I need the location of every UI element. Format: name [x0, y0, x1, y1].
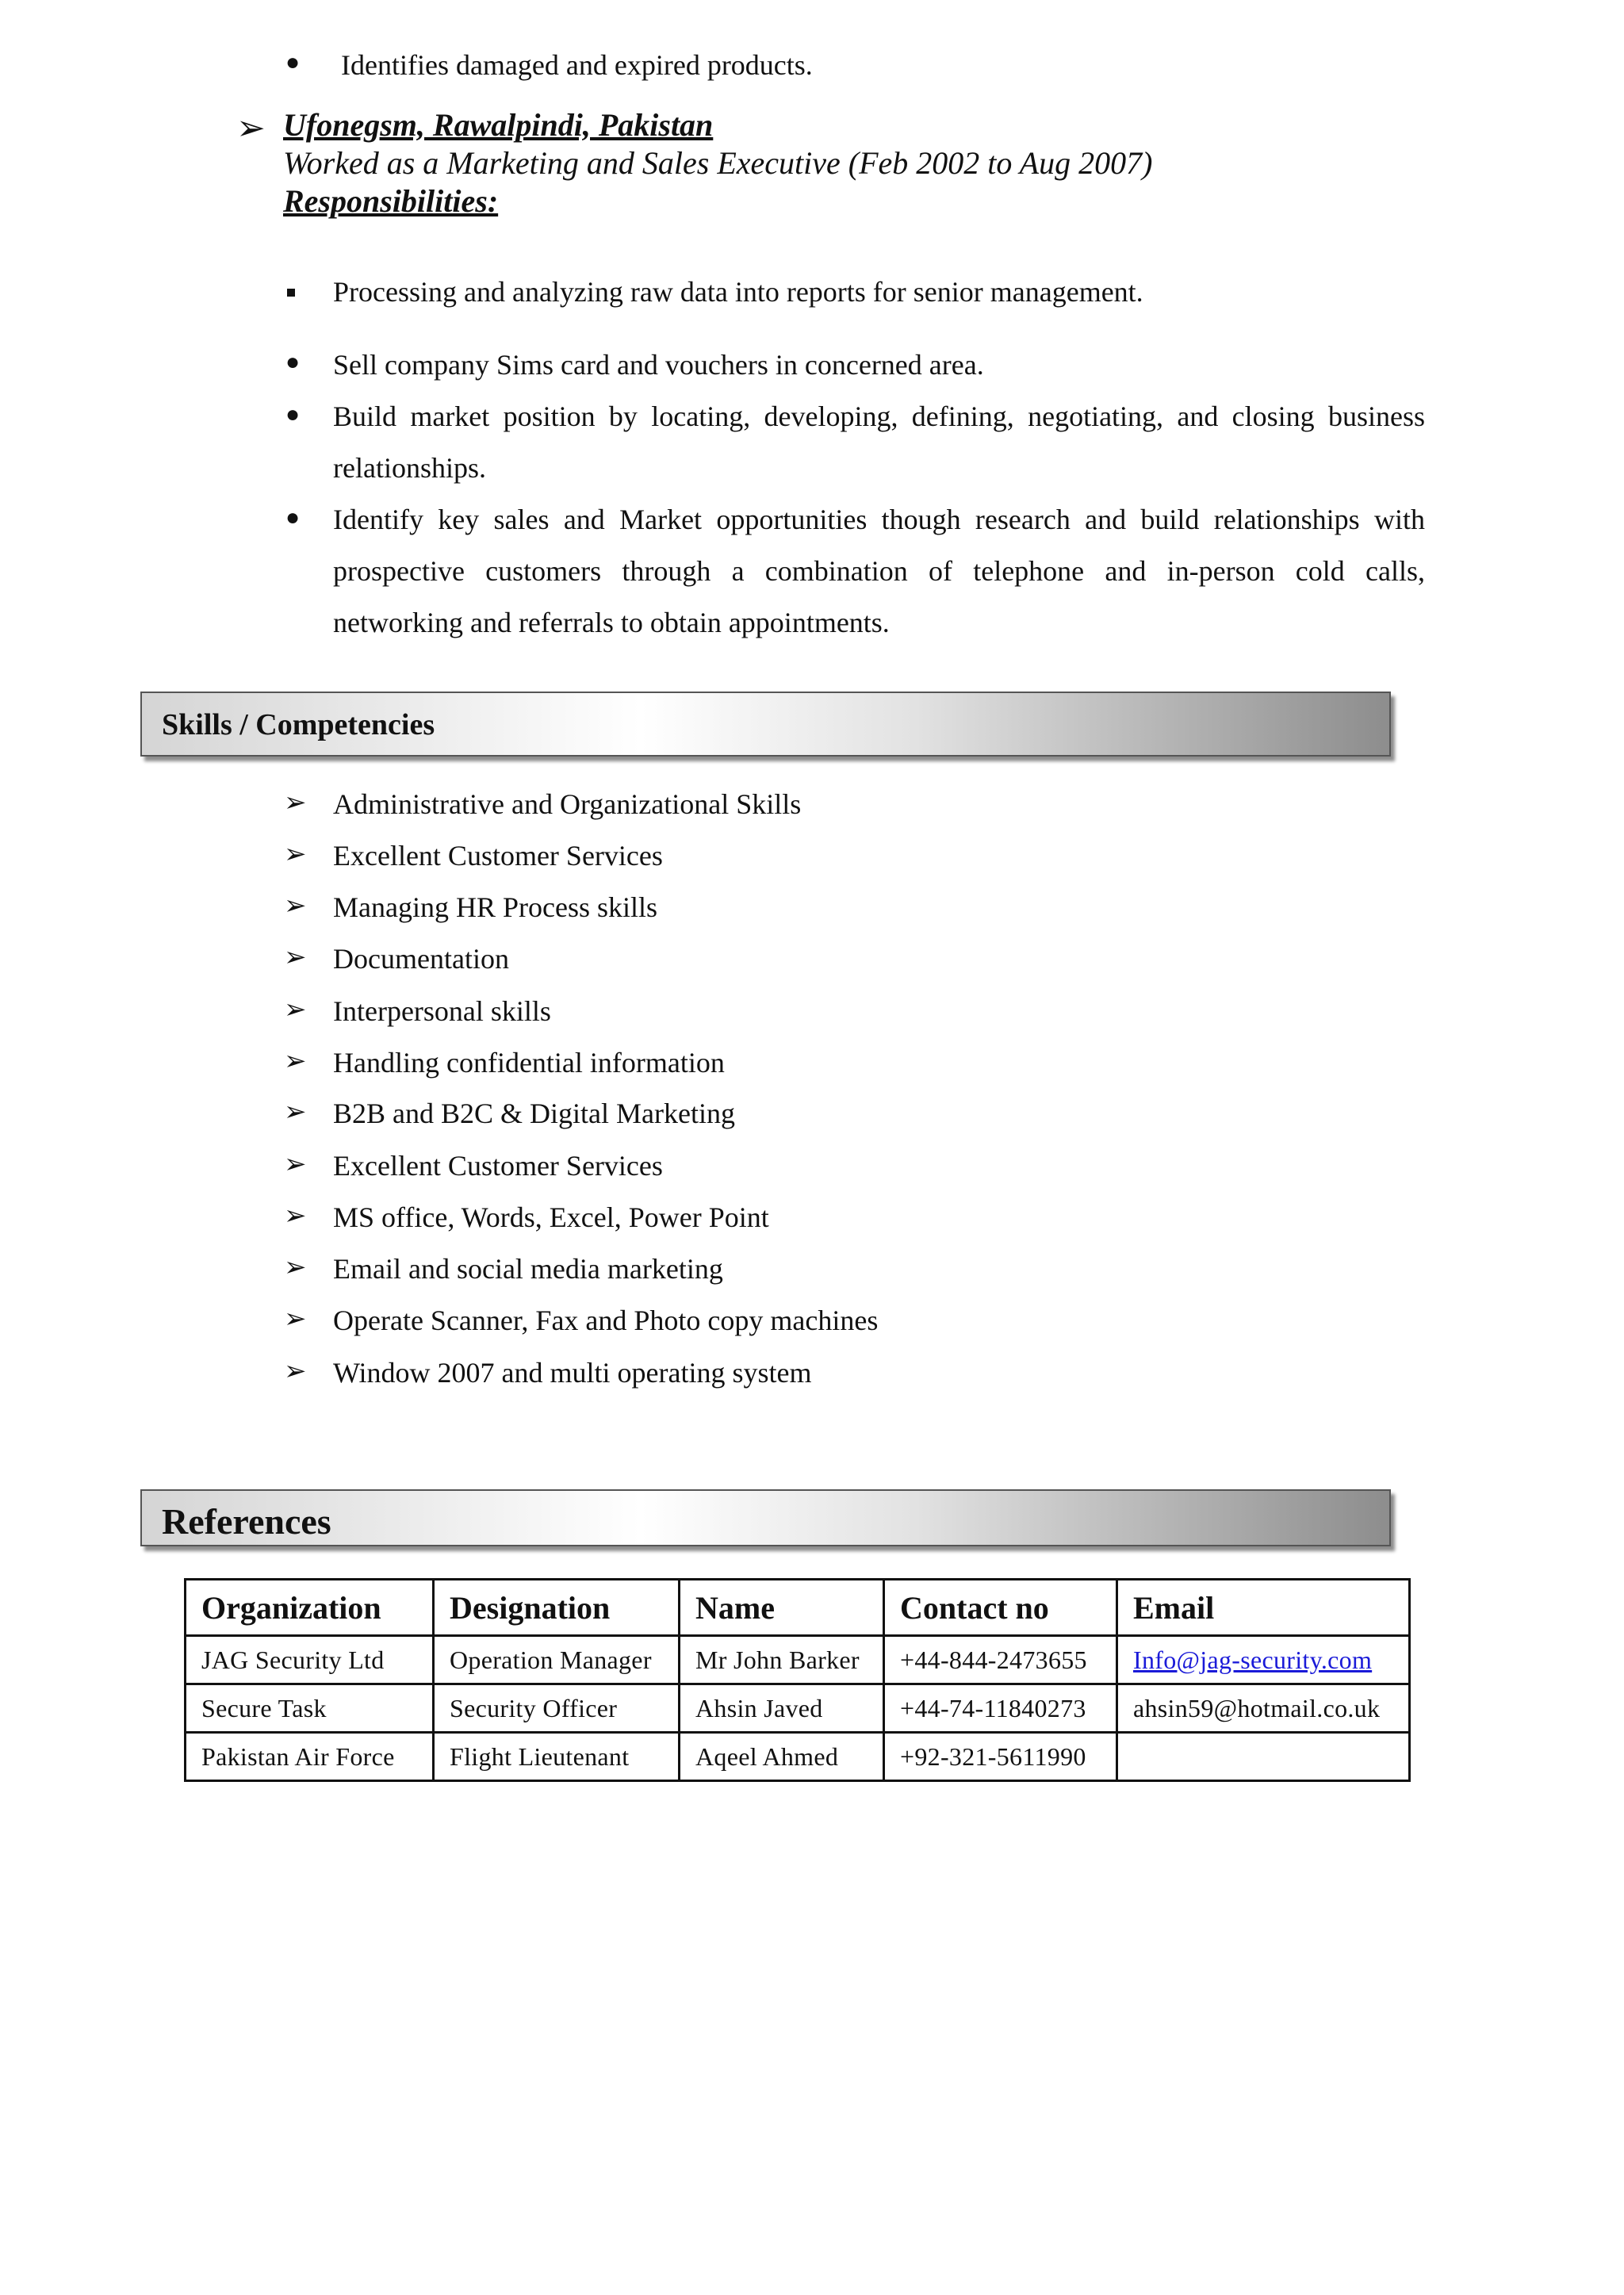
email-cell: [1117, 1636, 1410, 1684]
skill-item: Window 2007 and multi operating system: [333, 1357, 812, 1389]
arrowhead-icon: ➢: [284, 788, 307, 818]
references-heading-banner: [140, 1489, 1391, 1546]
skill-item: B2B and B2C & Digital Marketing: [333, 1098, 735, 1129]
table-cell: ahsin59@hotmail.co.uk: [1117, 1684, 1410, 1733]
table-header-row: [186, 1580, 1410, 1636]
list-item: Identify key sales and Market opportunities though research and build relationships with prospective customers through a combination of telephone and in-person cold calls, networking and referrals to obtain appointments.: [333, 504, 1425, 638]
table-row: [186, 1733, 1410, 1781]
arrowhead-icon: ➢: [284, 1253, 307, 1282]
list-item: Processing and analyzing raw data into reports for senior management.: [333, 276, 1143, 308]
arrowhead-icon: ➢: [284, 1201, 307, 1231]
skill-item: Interpersonal skills: [333, 995, 551, 1027]
table-cell: [1117, 1733, 1410, 1781]
list-item: Identifies damaged and expired products.: [341, 49, 813, 81]
skill-item: Operate Scanner, Fax and Photo copy machines: [333, 1305, 879, 1336]
email-link[interactable]: Info@jag-security.com: [1133, 1645, 1373, 1674]
skill-item: Administrative and Organizational Skills: [333, 788, 802, 820]
arrowhead-icon: ➢: [284, 943, 307, 972]
table-cell: Security Officer: [434, 1684, 680, 1733]
skill-item: Handling confidential information: [333, 1047, 725, 1079]
arrowhead-icon: ➢: [284, 891, 307, 921]
column-header: Name: [680, 1580, 884, 1636]
skills-heading-banner: [140, 692, 1391, 757]
column-header: Designation: [434, 1580, 680, 1636]
references-heading: References: [162, 1501, 331, 1542]
skill-item: Documentation: [333, 943, 509, 975]
skills-heading: Skills / Competencies: [162, 708, 435, 741]
arrowhead-icon: ➢: [284, 840, 307, 869]
arrowhead-icon: ➢: [284, 1357, 307, 1386]
job-company: Ufonegsm, Rawalpindi, Pakistan: [283, 107, 714, 143]
table-cell: Mr John Barker: [680, 1636, 884, 1684]
skill-item: Managing HR Process skills: [333, 891, 657, 923]
list-item: Build market position by locating, developing, defining, negotiating, and closing business relationships.: [333, 400, 1425, 484]
skill-item: Excellent Customer Services: [333, 840, 663, 872]
arrowhead-icon: ➢: [284, 1047, 307, 1076]
table-cell: +44-844-2473655: [884, 1636, 1117, 1684]
arrowhead-icon: ➢: [284, 995, 307, 1025]
table-row: [186, 1684, 1410, 1733]
arrowhead-icon: ➢: [284, 1150, 307, 1179]
responsibilities-label: Responsibilities:: [283, 183, 499, 219]
column-header: Organization: [186, 1580, 434, 1636]
table-cell: Flight Lieutenant: [434, 1733, 680, 1781]
table-row: [186, 1636, 1410, 1684]
arrowhead-icon: ➢: [284, 1098, 307, 1127]
column-header: Contact no: [884, 1580, 1117, 1636]
dot-icon: ●: [285, 349, 301, 375]
references-table: [184, 1578, 1411, 1782]
dot-icon: ●: [285, 49, 301, 75]
dot-icon: ●: [285, 401, 301, 427]
table-cell: Ahsin Javed: [680, 1684, 884, 1733]
skill-item: Email and social media marketing: [333, 1253, 723, 1285]
skill-item: Excellent Customer Services: [333, 1150, 663, 1182]
list-item: Sell company Sims card and vouchers in concerned area.: [333, 349, 984, 381]
skill-item: MS office, Words, Excel, Power Point: [333, 1201, 769, 1233]
arrowhead-icon: ➢: [284, 1305, 307, 1334]
table-cell: Secure Task: [186, 1684, 434, 1733]
table-cell: +44-74-11840273: [884, 1684, 1117, 1733]
arrowhead-icon: ➢: [236, 109, 266, 148]
dot-icon: ●: [285, 504, 301, 531]
table-cell: JAG Security Ltd: [186, 1636, 434, 1684]
table-cell: Aqeel Ahmed: [680, 1733, 884, 1781]
table-cell: +92-321-5611990: [884, 1733, 1117, 1781]
square-icon: [287, 289, 295, 297]
column-header: Email: [1117, 1580, 1410, 1636]
job-role: Worked as a Marketing and Sales Executive (Feb 2002 to Aug 2007): [283, 145, 1153, 181]
table-cell: Operation Manager: [434, 1636, 680, 1684]
table-cell: Pakistan Air Force: [186, 1733, 434, 1781]
